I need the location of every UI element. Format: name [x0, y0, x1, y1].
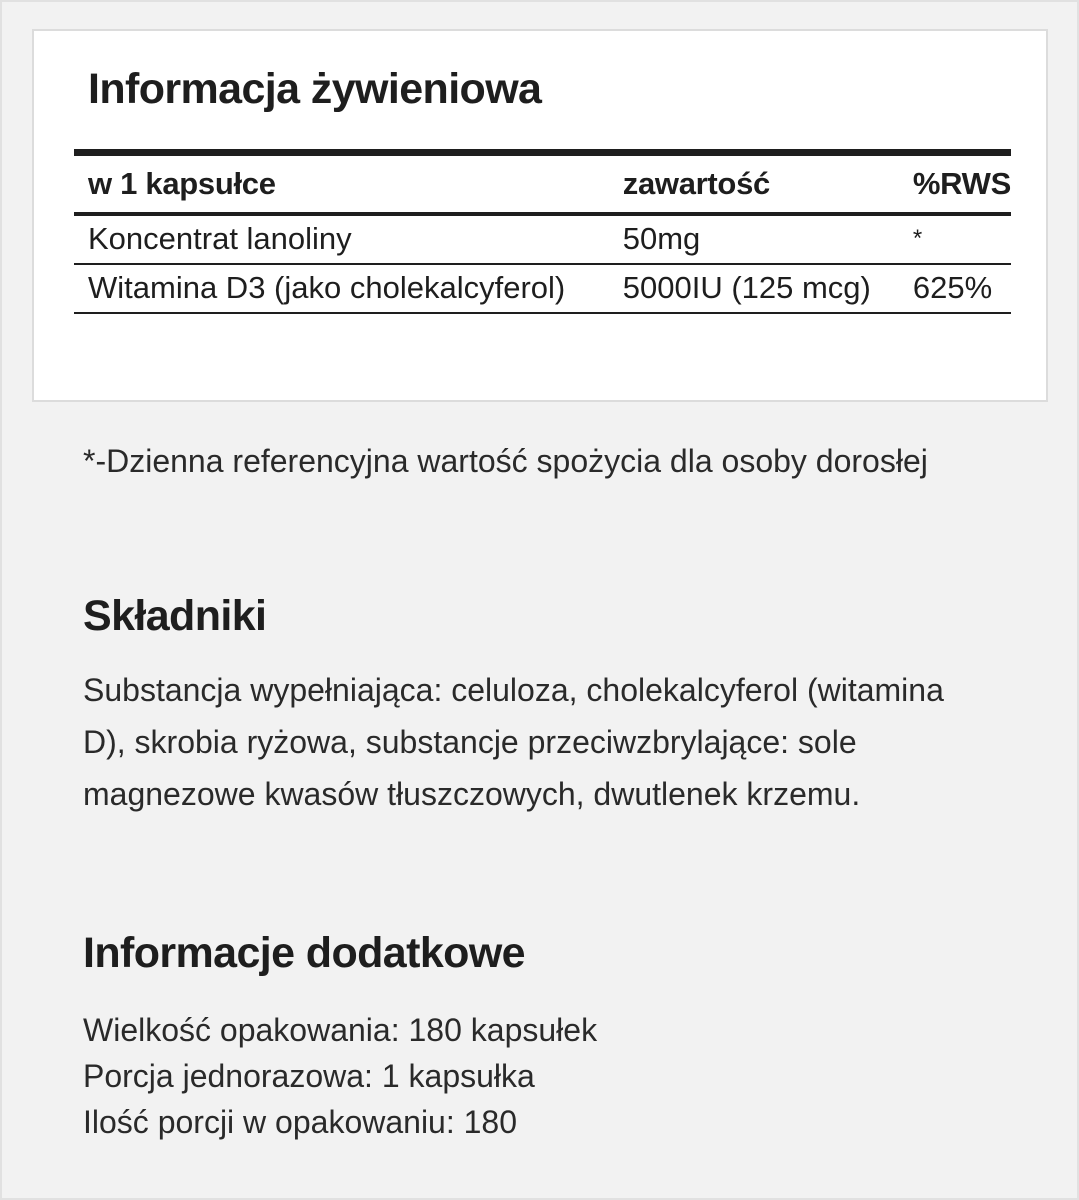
additional-info-list [83, 1007, 597, 1145]
package-size: Wielkość opakowania: 180 kapsułek [83, 1012, 598, 1048]
header-per-capsule: w 1 kapsułce [88, 166, 276, 201]
rws-footnote: *-Dzienna referencyjna wartość spożycia dla osoby dorosłej [83, 443, 928, 479]
nutrient-amount: 5000IU (125 mcg) [622, 270, 871, 305]
serving-size: Porcja jednorazowa: 1 kapsułka [83, 1058, 535, 1094]
nutrient-rws: * [912, 225, 923, 252]
nutrition-table-header [74, 153, 1011, 215]
header-rws: %RWS [912, 166, 1011, 201]
nutrient-name: Witamina D3 (jako cholekalcyferol) [88, 270, 566, 305]
table-row [74, 264, 1011, 313]
additional-info-title: Informacje dodatkowe [83, 929, 525, 977]
servings-per-package: Ilość porcji w opakowaniu: 180 [83, 1104, 518, 1140]
ingredients-text: Substancja wypełniająca: celuloza, cholekalcyferol (witamina D), skrobia ryżowa, substancje przeciwzbrylające: sole magnezowe kwasów tłuszczowych, dwutlenek krzemu. [83, 672, 944, 812]
nutrient-amount: 50mg [622, 221, 701, 256]
table-row [74, 214, 1011, 264]
nutrition-info-box [32, 29, 1048, 402]
ingredients-title: Składniki [83, 592, 267, 640]
nutrition-table [74, 149, 1011, 314]
nutrition-title: Informacja żywieniowa [88, 65, 542, 113]
header-amount: zawartość [622, 166, 770, 201]
nutrient-name: Koncentrat lanoliny [88, 221, 352, 256]
nutrient-rws: 625% [912, 270, 993, 305]
